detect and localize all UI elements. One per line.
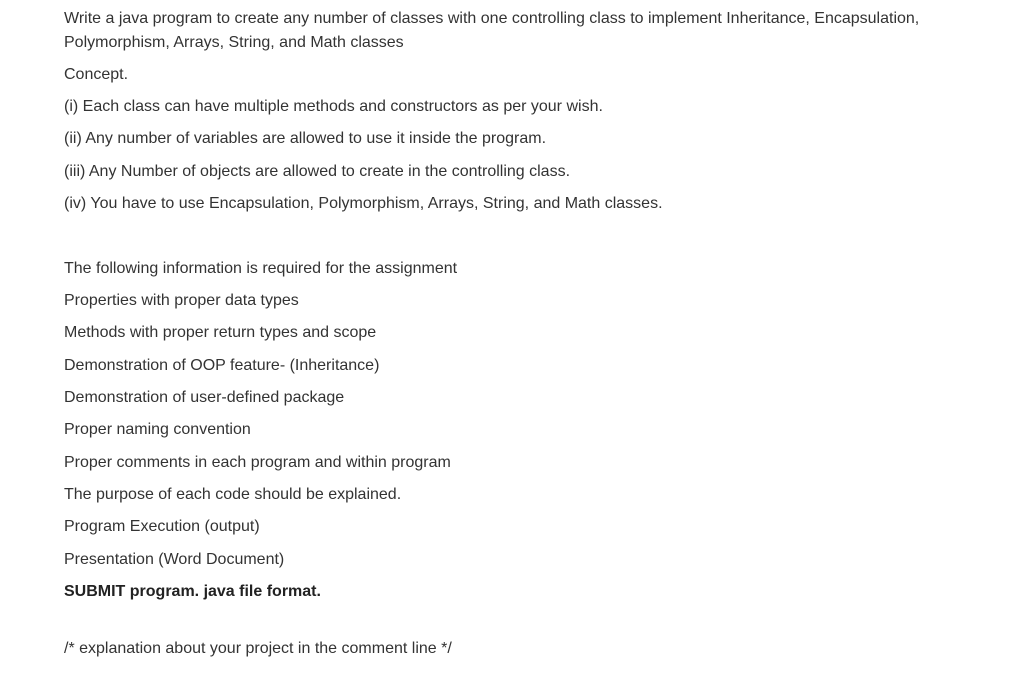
concept-item: (iv) You have to use Encapsulation, Polymorphism, Arrays, String, and Math classes. bbox=[64, 195, 663, 212]
requirement-item: The purpose of each code should be explained. bbox=[64, 486, 402, 503]
requirement-item: Proper naming convention bbox=[64, 421, 251, 438]
comment-note: /* explanation about your project in the comment line */ bbox=[64, 640, 452, 657]
requirement-item: Demonstration of OOP feature- (Inheritance) bbox=[64, 357, 380, 374]
concept-item: (ii) Any number of variables are allowed to use it inside the program. bbox=[64, 130, 547, 147]
requirement-item: Program Execution (output) bbox=[64, 518, 260, 535]
concept-item: (i) Each class can have multiple methods and constructors as per your wish. bbox=[64, 98, 603, 115]
requirements-heading: The following information is required for the assignment bbox=[64, 260, 458, 277]
requirement-item: Presentation (Word Document) bbox=[64, 551, 285, 568]
requirement-item: Properties with proper data types bbox=[64, 292, 299, 309]
requirement-item: Methods with proper return types and scope bbox=[64, 324, 377, 341]
concept-heading: Concept. bbox=[64, 66, 129, 83]
submit-note: SUBMIT program. java file format. bbox=[64, 583, 321, 600]
concept-item: (iii) Any Number of objects are allowed to create in the controlling class. bbox=[64, 163, 571, 180]
intro-paragraph: Write a java program to create any number of classes with one controlling class to implement Inheritance, Encapsulation, Polymorphism, Arrays, String, and Math classes bbox=[64, 10, 920, 51]
requirement-item: Demonstration of user-defined package bbox=[64, 389, 345, 406]
requirement-item: Proper comments in each program and within program bbox=[64, 454, 451, 471]
